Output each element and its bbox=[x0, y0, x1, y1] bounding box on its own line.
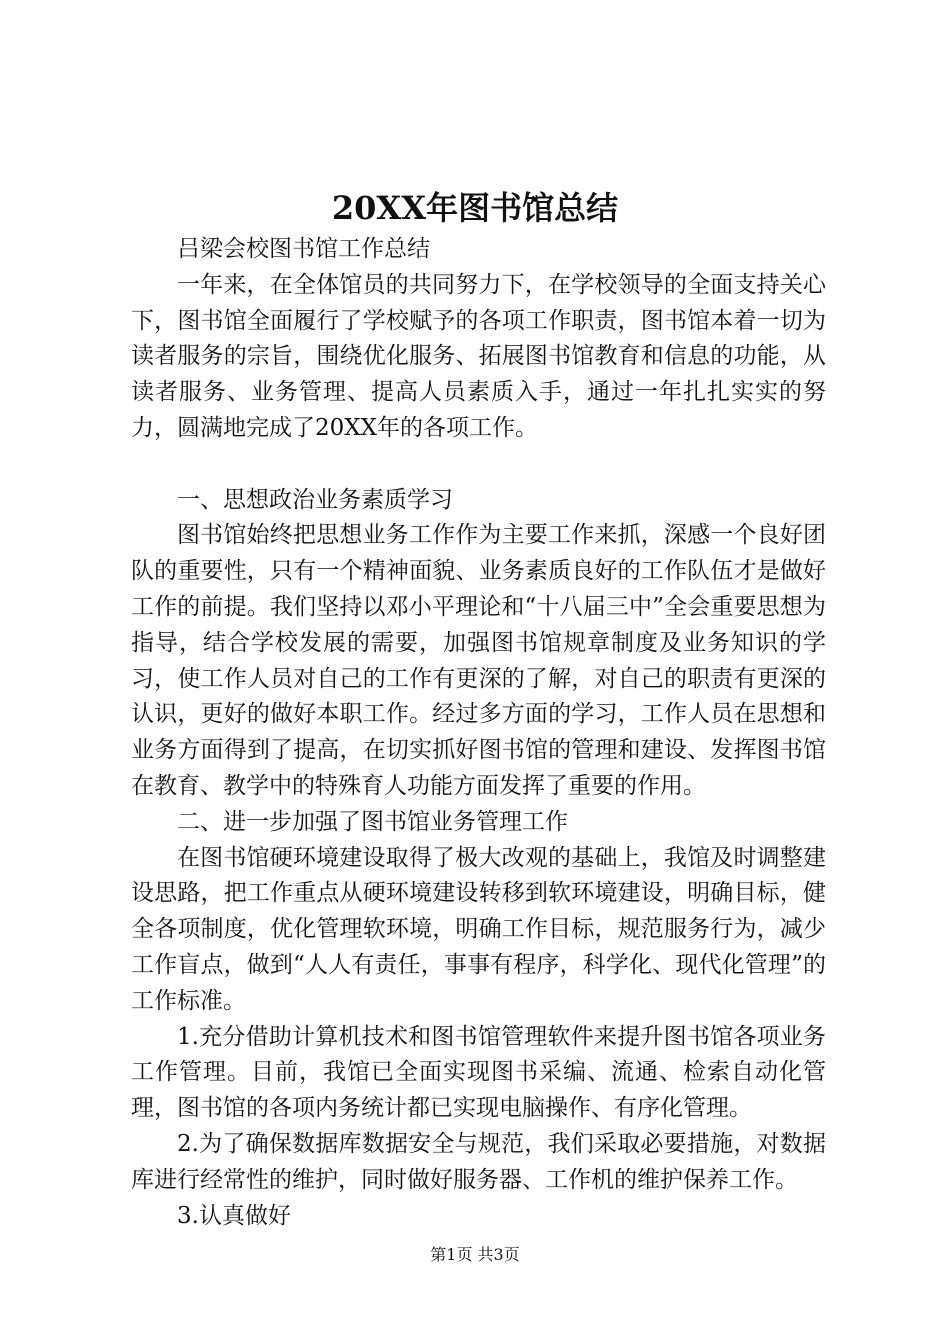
paragraph-section-2: 在图书馆硬环境建设取得了极大改观的基础上，我馆及时调整建设思路，把工作重点从硬环境建设转移到软环境建设，明确目标，健全各项制度，优化管理软环境，明确工作目标，规范服务行为，减少工作盲点，做到“人人有责任，事事有程序，科学化、现代化管理”的工作标准。 bbox=[131, 844, 826, 1014]
page-footer: 第1页 共3页 bbox=[430, 1245, 520, 1264]
document-body bbox=[131, 232, 826, 1234]
paragraph-section-1: 图书馆始终把思想业务工作作为主要工作来抓，深感一个良好团队的重要性，只有一个精神面貌、业务素质良好的工作队伍才是做好工作的前提。我们坚持以邓小平理论和“十八届三中”全会重要思想为指导，结合学校发展的需要，加强图书馆规章制度及业务知识的学习，使工作人员对自己的工作有更深的了解，对自己的职责有更深的认识，更好的做好本职工作。经过多方面的学习，工作人员在思想和业务方面得到了提高，在切实抓好图书馆的管理和建设、发挥图书馆在教育、教学中的特殊育人功能方面发挥了重要的作用。 bbox=[131, 522, 826, 799]
list-item-1: 1.充分借助计算机技术和图书馆管理软件来提升图书馆各项业务工作管理。目前，我馆已全面实现图书采编、流通、检索自动化管理，图书馆的各项内务统计都已实现电脑操作、有序化管理。 bbox=[131, 1023, 826, 1122]
paragraph-intro: 一年来，在全体馆员的共同努力下，在学校领导的全面支持关心下，图书馆全面履行了学校赋予的各项工作职责，图书馆本着一切为读者服务的宗旨，围绕优化服务、拓展图书馆教育和信息的功能，从读者服务、业务管理、提高人员素质入手，通过一年扎扎实实的努力，圆满地完成了20XX年的各项工作。 bbox=[131, 271, 826, 441]
section-heading-1: 一、思想政治业务素质学习 bbox=[177, 486, 453, 513]
list-item-2: 2.为了确保数据库数据安全与规范，我们采取必要措施，对数据库进行经常性的维护，同时做好服务器、工作机的维护保养工作。 bbox=[131, 1130, 826, 1193]
document-title: 20XX年图书馆总结 bbox=[331, 189, 619, 227]
section-heading-2: 二、进一步加强了图书馆业务管理工作 bbox=[177, 808, 568, 835]
paragraph-subtitle: 吕梁会校图书馆工作总结 bbox=[177, 236, 430, 262]
list-item-3: 3.认真做好 bbox=[177, 1202, 291, 1229]
